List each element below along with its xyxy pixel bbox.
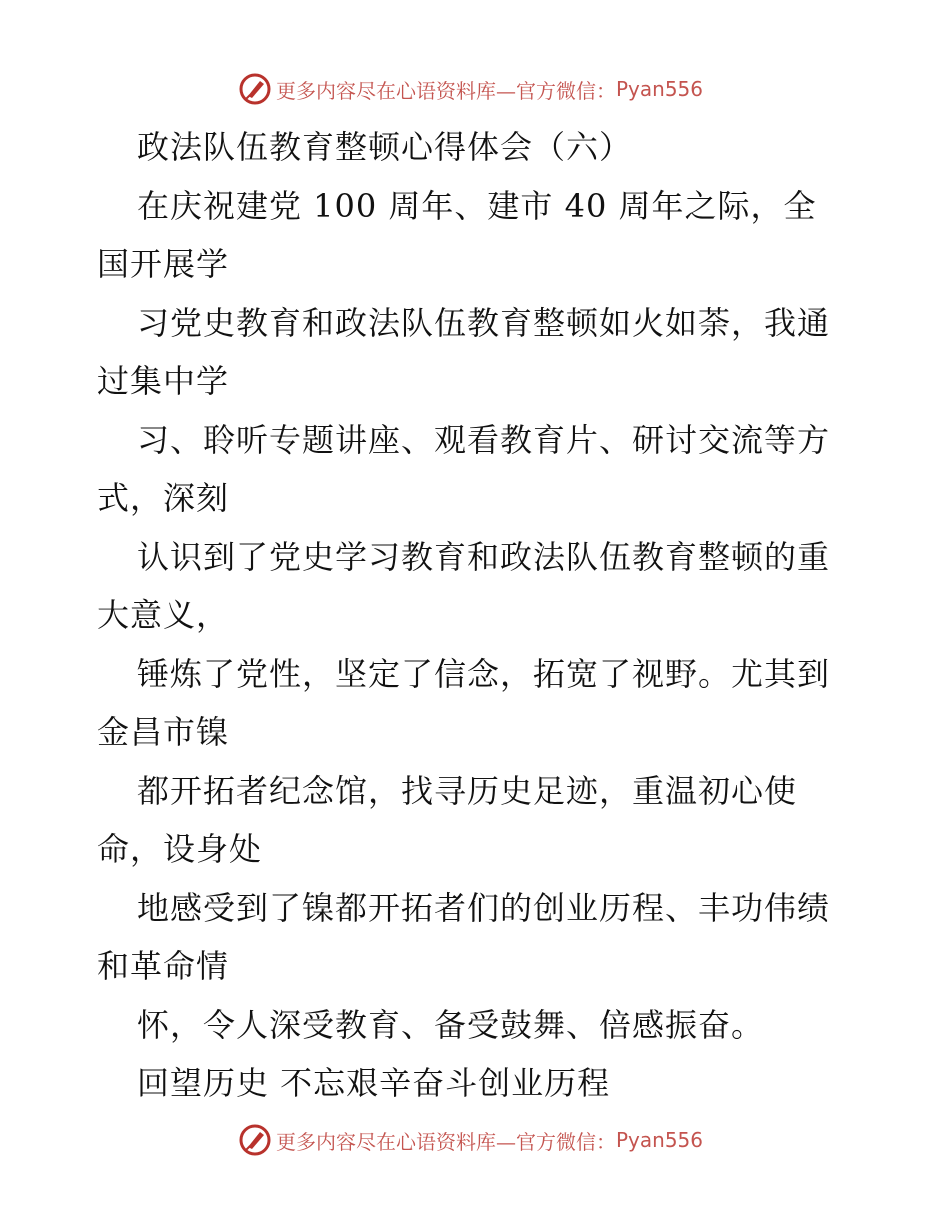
header-watermark <box>238 72 703 106</box>
paragraph-line: 国开展学 <box>97 245 230 283</box>
paragraph-line: 在庆祝建党 100 周年、建市 40 周年之际，全 <box>137 187 817 225</box>
paragraph-line: 式，深刻 <box>97 479 230 517</box>
quill-logo-icon <box>238 72 272 106</box>
quill-logo-icon <box>238 1123 272 1157</box>
paragraph-line: 都开拓者纪念馆，找寻历史足迹，重温初心使 <box>137 772 798 810</box>
paragraph-line: 习党史教育和政法队伍教育整顿如火如荼，我通 <box>137 304 831 342</box>
paragraph-line: 地感受到了镍都开拓者们的创业历程、丰功伟绩 <box>137 889 831 927</box>
footer-watermark <box>238 1123 703 1157</box>
watermark-text: 更多内容尽在心语资料库—官方微信： <box>276 78 616 103</box>
watermark-contact: Pyan556 <box>616 1128 704 1152</box>
paragraph-line: 认识到了党史学习教育和政法队伍教育整顿的重 <box>137 538 831 576</box>
document-title: 政法队伍教育整顿心得体会（六） <box>137 128 633 166</box>
paragraph-line: 习、聆听专题讲座、观看教育片、研讨交流等方 <box>137 421 831 459</box>
paragraph-line: 大意义， <box>97 596 230 634</box>
paragraph-line: 命，设身处 <box>97 830 263 868</box>
paragraph-line: 怀，令人深受教育、备受鼓舞、倍感振奋。 <box>137 1006 765 1044</box>
paragraph-line: 过集中学 <box>97 362 230 400</box>
section-heading: 回望历史 不忘艰辛奋斗创业历程 <box>137 1064 611 1102</box>
paragraph-line: 锤炼了党性，坚定了信念，拓宽了视野。尤其到 <box>137 655 831 693</box>
watermark-contact: Pyan556 <box>616 77 704 101</box>
paragraph-line: 和革命情 <box>97 947 230 985</box>
paragraph-line: 金昌市镍 <box>97 713 230 751</box>
watermark-text: 更多内容尽在心语资料库—官方微信： <box>276 1129 616 1154</box>
